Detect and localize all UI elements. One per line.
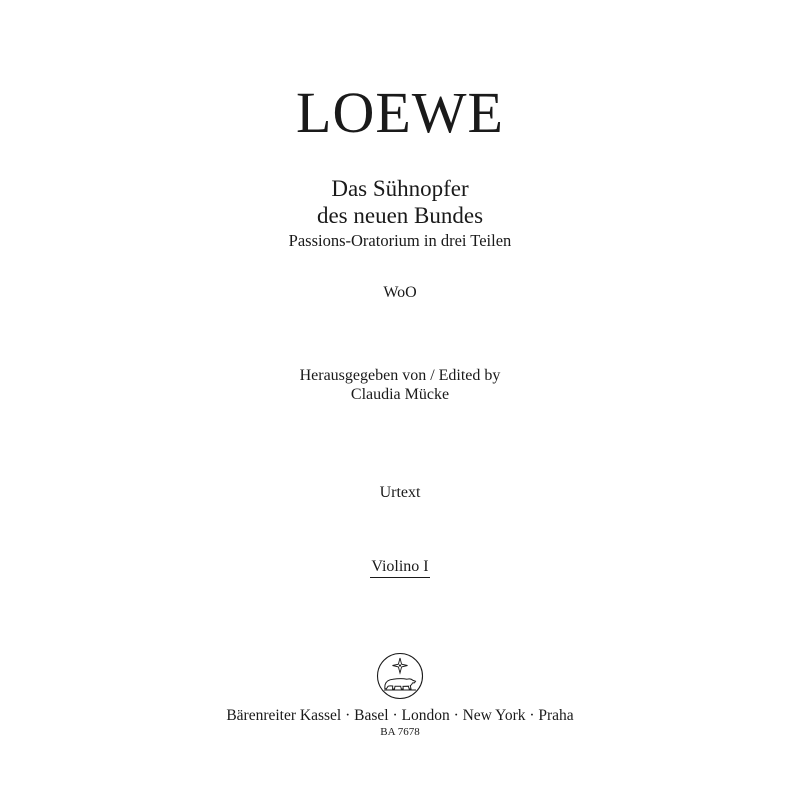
instrument-part (0, 556, 800, 578)
urtext-label: Urtext (379, 484, 421, 501)
work-catalogue-label: WoO (383, 284, 417, 301)
catalogue-number: BA 7678 (380, 726, 420, 738)
instrument-part-label: Violino I (370, 557, 429, 578)
work-title-line-1: Das Sühnopfer (331, 176, 469, 201)
editor-name: Claudia Mücke (350, 386, 450, 403)
work-title-line-2: des neuen Bundes (316, 203, 484, 228)
publisher-cities: Bärenreiter Kassel · Basel · London · New York · Praha (226, 707, 574, 724)
work-subtitle: Passions-Oratorium in drei Teilen (288, 231, 512, 250)
edited-by-label: Herausgegeben von / Edited by (299, 367, 501, 384)
composer-name: LOEWE (296, 80, 504, 145)
baerenreiter-bear-logo-icon (376, 652, 424, 700)
